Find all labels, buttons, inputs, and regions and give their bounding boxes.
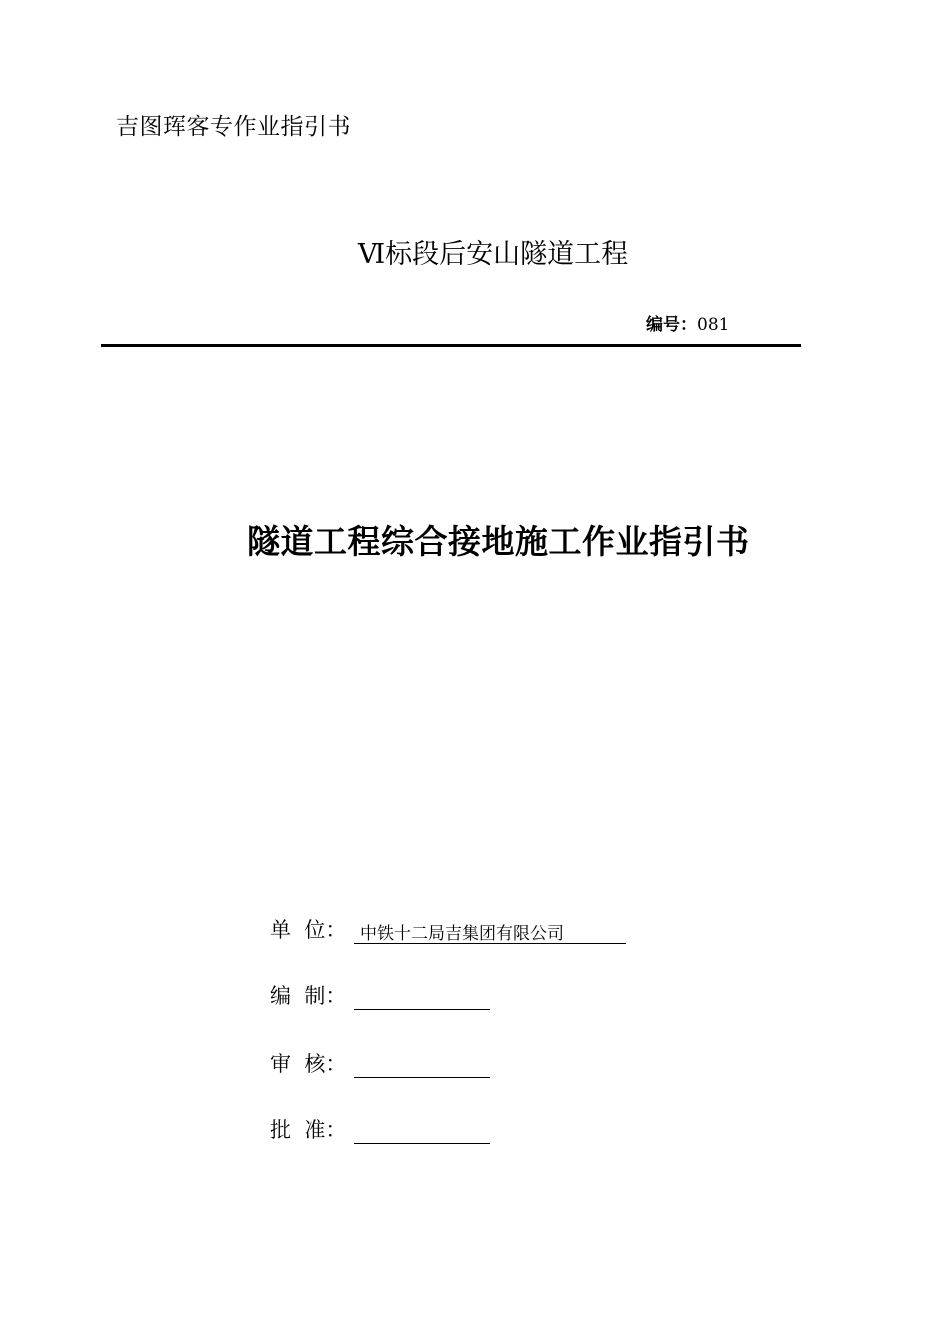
approve-field	[354, 1120, 490, 1144]
header-note: 吉图珲客专作业指引书	[116, 114, 351, 140]
approve-value	[354, 1124, 360, 1144]
signature-row-compile	[270, 980, 490, 1010]
review-field	[354, 1054, 490, 1078]
review-label: 审 核：	[270, 1052, 347, 1076]
signature-row-unit	[270, 914, 626, 944]
document-title: 隧道工程综合接地施工作业指引书	[247, 522, 750, 561]
review-value	[354, 1058, 360, 1078]
unit-field	[354, 920, 626, 944]
unit-value: 中铁十二局吉集团有限公司	[360, 924, 564, 944]
compile-value	[354, 990, 360, 1010]
signature-row-review	[270, 1048, 490, 1078]
project-title: Ⅵ标段后安山隧道工程	[358, 239, 629, 270]
signature-row-approve	[270, 1114, 490, 1144]
approve-label: 批 准：	[270, 1118, 347, 1142]
unit-label: 单 位：	[270, 918, 347, 942]
document-number-value: 081	[697, 315, 730, 335]
document-number	[646, 310, 729, 335]
compile-label: 编 制：	[270, 984, 347, 1008]
compile-field	[354, 986, 490, 1010]
header-divider	[101, 344, 801, 347]
document-number-label: 编号：	[646, 315, 697, 335]
